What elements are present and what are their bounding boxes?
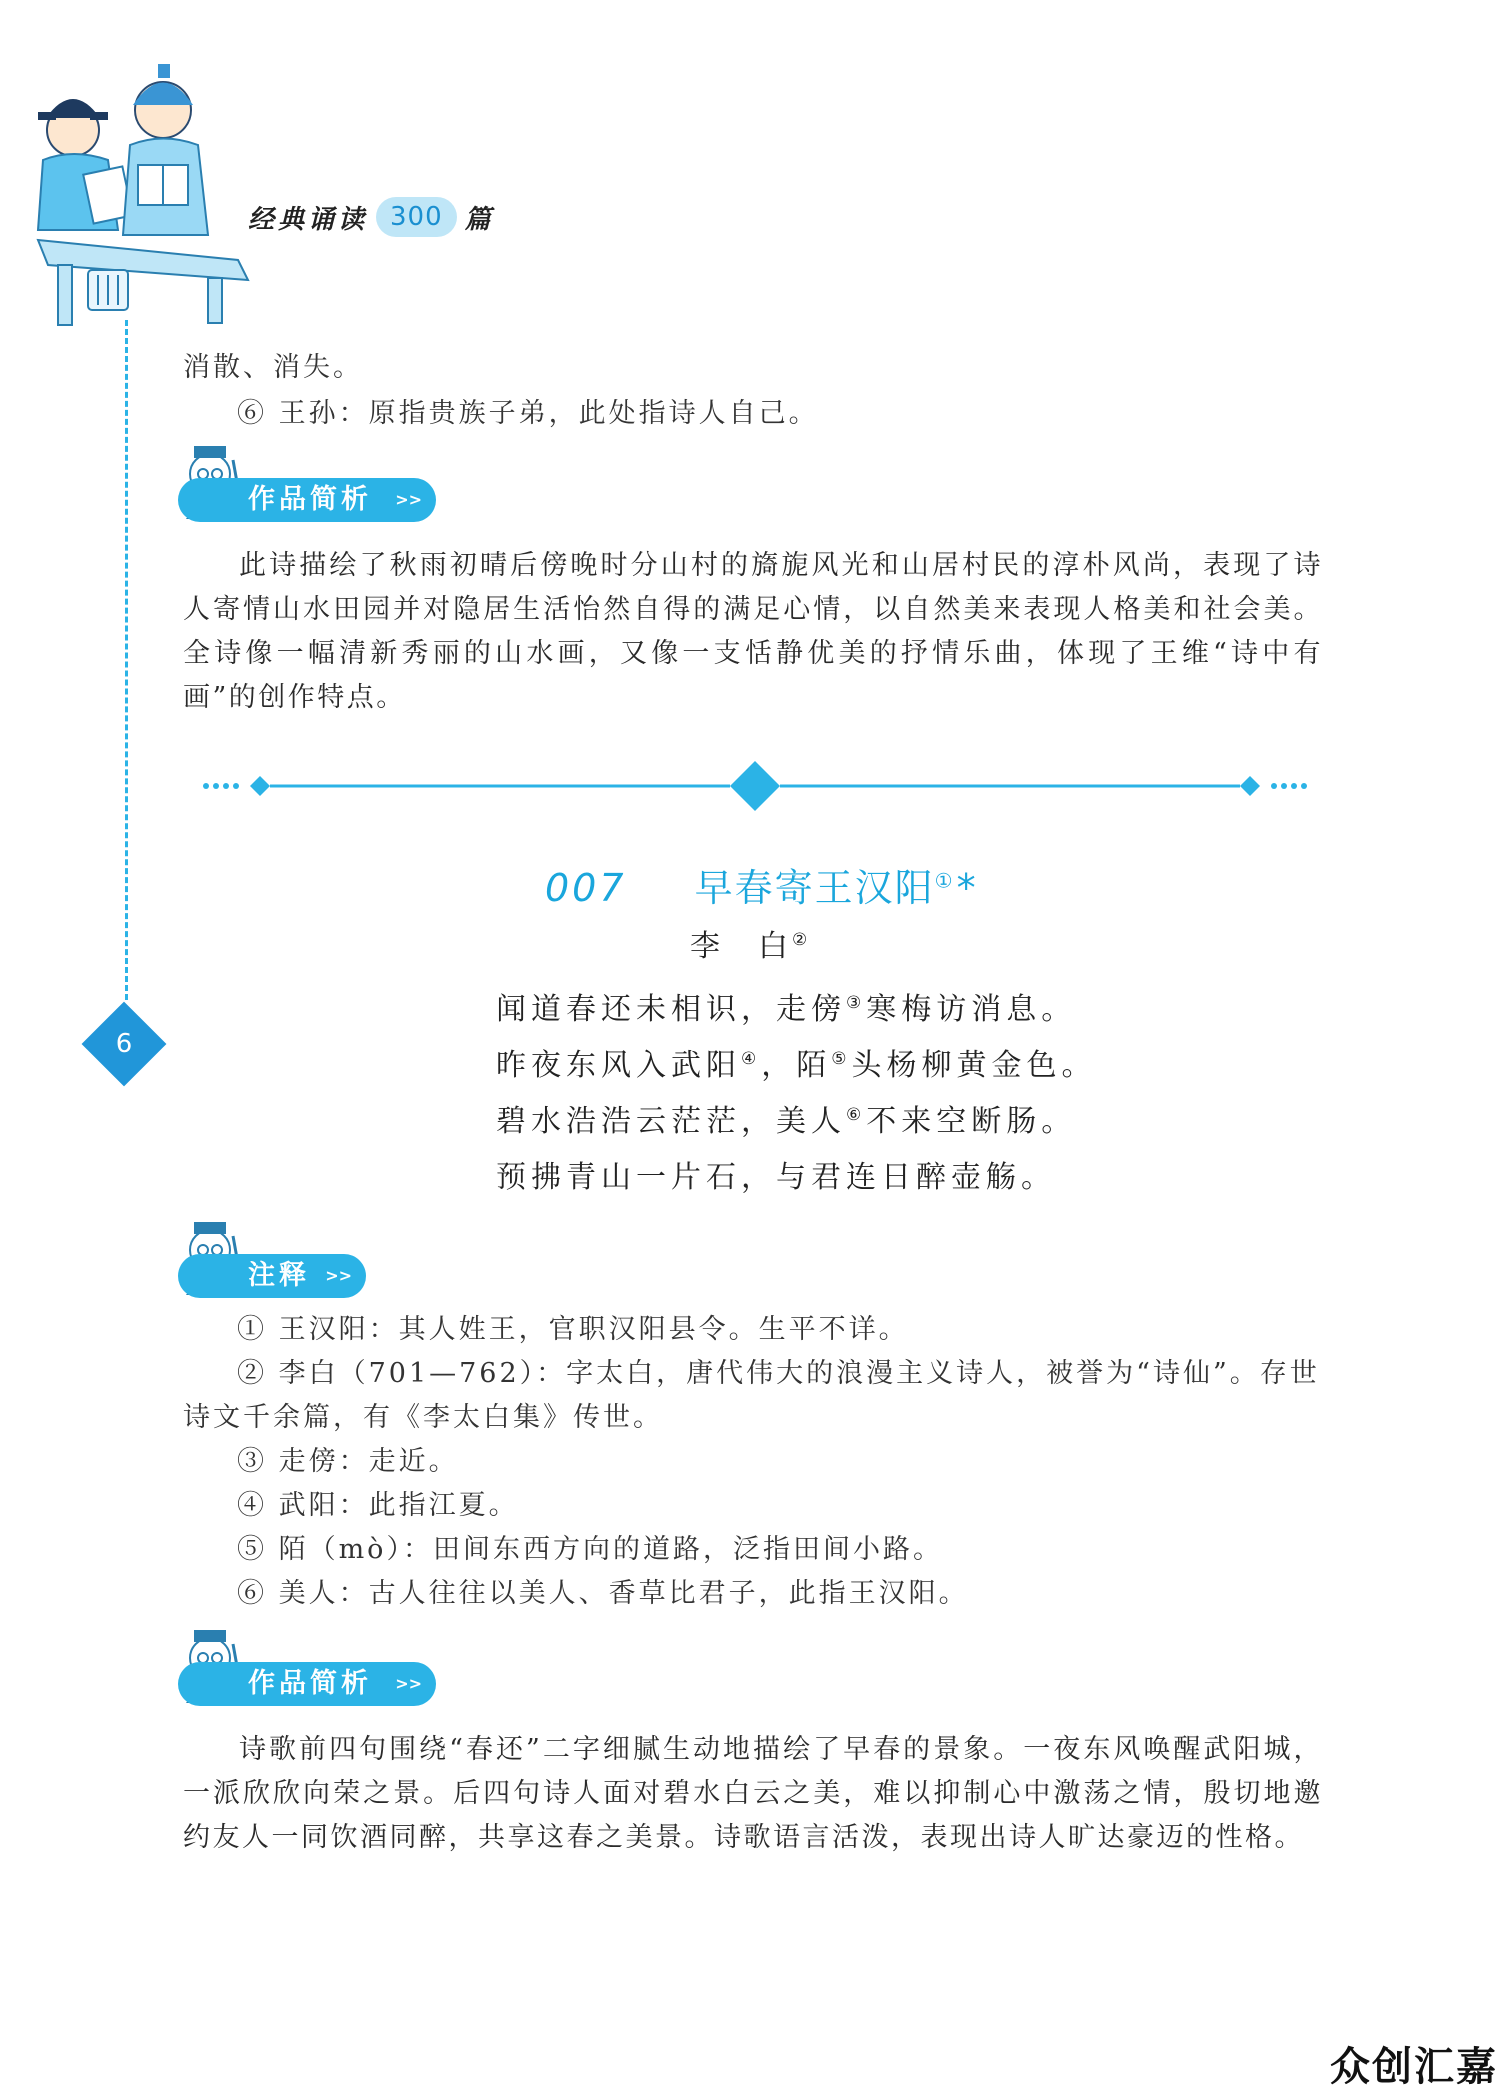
poem-line: 闻道春还未相识，走傍③寒梅访消息。 [496, 992, 1077, 1027]
book-title [248, 195, 495, 239]
analysis2-text: 诗歌前四句围绕“春还”二字细腻生动地描绘了早春的景象。一夜东风唤醒武阳城，一派欣欣向荣之景。后四句诗人面对碧水白云之美，难以抑制心中激荡之情，殷切地邀约友人一同饮酒同醉，共享这春之美景。诗歌语言活泼，表现出诗人旷达豪迈的性格。 [183, 1734, 1323, 1853]
book-number-badge: 300 [376, 197, 457, 237]
prev-note-continued: 消散、消失。 [183, 352, 363, 383]
double-chevron-icon: >> [395, 1674, 422, 1693]
page-number: 6 [115, 1029, 133, 1059]
poem-line: 昨夜东风入武阳④，陌⑤头杨柳黄金色。 [496, 1048, 1097, 1083]
poem-body [496, 982, 1097, 1206]
note-item: ① 王汉阳：其人姓王，官职汉阳县令。生平不详。 [237, 1314, 909, 1345]
double-chevron-icon: >> [325, 1266, 352, 1285]
margin-dashed-line [125, 320, 128, 1000]
poem-author-note: ② [792, 930, 812, 950]
note-item: ⑥ 美人：古人往往以美人、香草比君子，此指王汉阳。 [237, 1578, 969, 1609]
notes-label: 注释 [248, 1260, 310, 1291]
analysis2-label-badge [178, 1662, 436, 1706]
poem-title-mark: * [956, 866, 976, 910]
analysis1-text: 此诗描绘了秋雨初晴后傍晚时分山村的旖旎风光和山居村民的淳朴风尚，表现了诗人寄情山水田园并对隐居生活怡然自得的满足心情，以自然美来表现人格美和社会美。全诗像一幅清新秀丽的山水画，又像一支恬静优美的抒情乐曲，体现了王维“诗中有画”的创作特点。 [183, 550, 1323, 713]
analysis1-label-badge [178, 478, 436, 522]
analysis2-label: 作品简析 [248, 1668, 372, 1699]
book-title-text: 经典诵读 [248, 204, 369, 235]
prev-note-6: ⑥ 王孙：原指贵族子弟，此处指诗人自己。 [237, 398, 819, 429]
section-divider [200, 756, 1310, 816]
note-item: ② 李白（701—762）：字太白，唐代伟大的浪漫主义诗人，被誉为“诗仙”。存世 [237, 1358, 1320, 1389]
poem-title-row [545, 858, 976, 918]
analysis1-label: 作品简析 [248, 484, 372, 515]
poem-author: 李 白 [690, 929, 792, 964]
poem-title-note: ① [934, 868, 953, 893]
note-item: ④ 武阳：此指江夏。 [237, 1490, 519, 1521]
notes-label-badge [178, 1254, 366, 1298]
poem-title: 早春寄王汉阳 [694, 866, 935, 910]
watermark: 众创汇嘉 [1330, 2044, 1498, 2090]
note-item: 诗文千余篇，有《李太白集》传世。 [183, 1402, 663, 1433]
header-illustration [18, 60, 258, 330]
poem-number: 007 [545, 866, 627, 910]
poem-line: 预拂青山一片石，与君连日醉壶觞。 [496, 1160, 1056, 1195]
note-item: ⑤ 陌（mò）：田间东西方向的道路，泛指田间小路。 [237, 1534, 943, 1565]
double-chevron-icon: >> [395, 490, 422, 509]
book-suffix: 篇 [464, 204, 495, 235]
poem-line: 碧水浩浩云茫茫，美人⑥不来空断肠。 [496, 1104, 1077, 1139]
note-item: ③ 走傍：走近。 [237, 1446, 459, 1477]
poem-author-row [690, 924, 811, 970]
